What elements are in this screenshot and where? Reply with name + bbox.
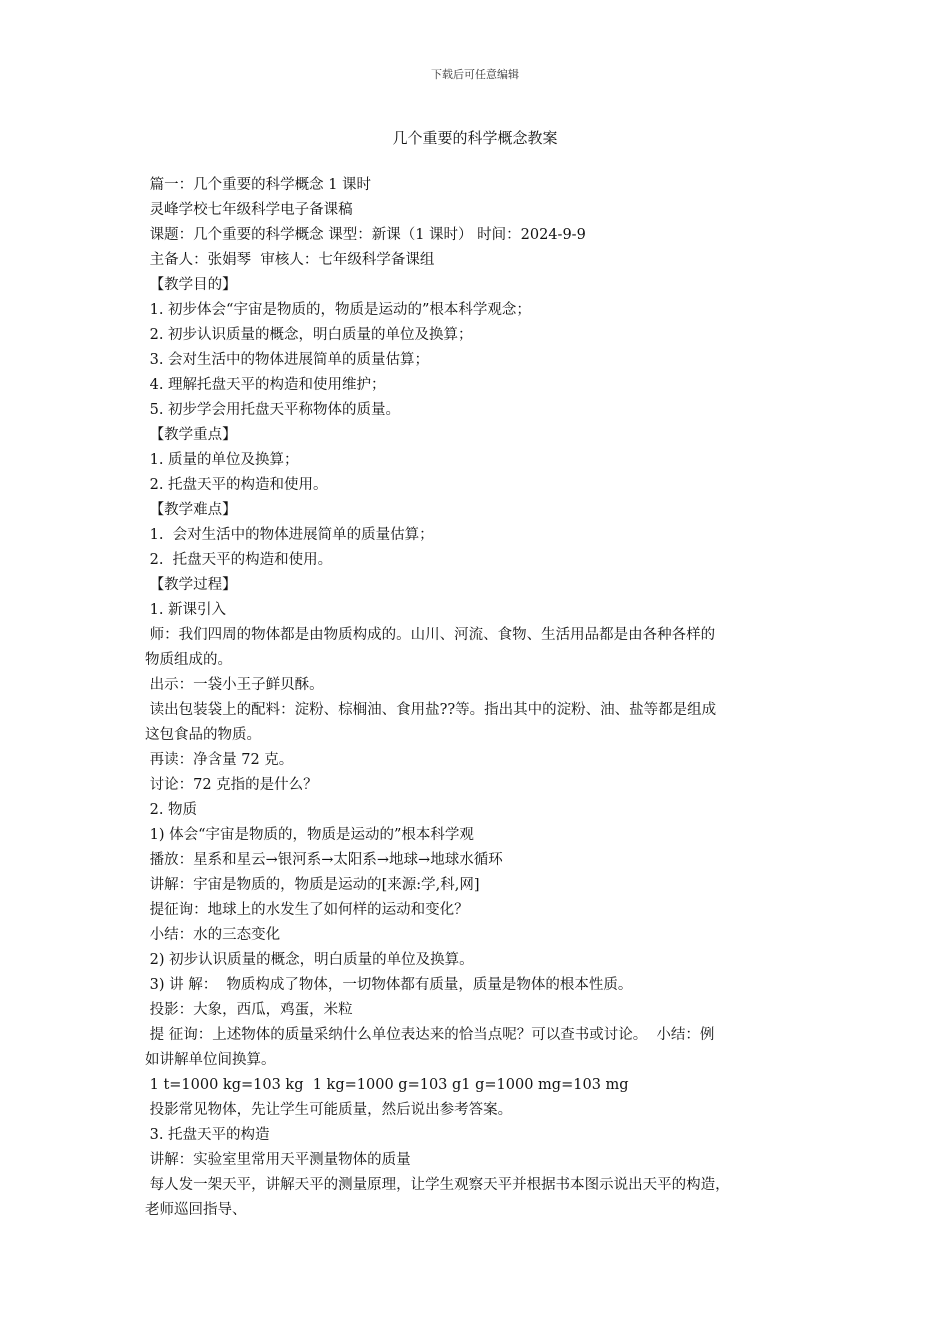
body-line: 播放：星系和星云→银河系→太阳系→地球→地球水循环 (145, 852, 503, 868)
section-heading: 【教学目的】 (145, 277, 237, 293)
body-line: 2. 托盘天平的构造和使用。 (145, 552, 333, 568)
section-heading: 【教学重点】 (145, 427, 237, 443)
body-line: 师：我们四周的物体都是由物质构成的。山川、河流、食物、生活用品都是由各种各样的 (145, 627, 716, 643)
body-line: 1. 会对生活中的物体进展简单的质量估算； (145, 527, 434, 543)
body-line: 1. 新课引入 (145, 602, 227, 618)
body-line: 提征询：地球上的水发生了如何样的运动和变化？ (145, 902, 469, 918)
body-line: 讨论：72 克指的是什么？ (145, 777, 318, 793)
body-line: 课题：几个重要的科学概念 课型：新课（1 课时） 时间：2024-9-9 (145, 227, 586, 243)
body-line: 投影常见物体，先让学生可能质量，然后说出参考答案。 (145, 1102, 513, 1118)
body-line: 灵峰学校七年级科学电子备课稿 (145, 202, 353, 218)
body-line: 物质组成的。 (145, 652, 232, 668)
body-line: 投影：大象，西瓜，鸡蛋，米粒 (145, 1002, 353, 1018)
body-line: 讲解：实验室里常用天平测量物体的质量 (145, 1152, 411, 1168)
body-line: 1. 初步体会“宇宙是物质的，物质是运动的”根本科学观念； (145, 302, 531, 318)
body-line: 小结：水的三态变化 (145, 927, 281, 943)
body-line: 4. 理解托盘天平的构造和使用维护； (145, 377, 386, 393)
body-line: 出示：一袋小王子鲜贝酥。 (145, 677, 324, 693)
body-line: 如讲解单位间换算。 (145, 1052, 276, 1068)
body-line: 5. 初步学会用托盘天平称物体的质量。 (145, 402, 401, 418)
header-note: 下载后可任意编辑 (431, 68, 519, 81)
document-body (145, 173, 815, 1223)
section-heading: 【教学过程】 (145, 577, 237, 593)
body-line: 1 t=1000 kg=103 kg 1 kg=1000 g=103 g1 g=1000 mg=103 mg (145, 1077, 629, 1093)
body-line: 读出包装袋上的配料：淀粉、棕榈油、食用盐??等。指出其中的淀粉、油、盐等都是组成 (145, 702, 717, 718)
body-line: 再读：净含量 72 克。 (145, 752, 294, 768)
body-line: 3. 托盘天平的构造 (145, 1127, 270, 1143)
body-line: 2. 物质 (145, 802, 198, 818)
section-heading: 【教学难点】 (145, 502, 237, 518)
body-line: 2) 初步认识质量的概念，明白质量的单位及换算。 (145, 952, 474, 968)
body-line: 3) 讲 解： 物质构成了物体，一切物体都有质量，质量是物体的根本性质。 (145, 977, 633, 993)
document-title: 几个重要的科学概念教案 (392, 129, 558, 147)
body-line: 1) 体会“宇宙是物质的，物质是运动的”根本科学观 (145, 827, 474, 843)
body-line: 2. 初步认识质量的概念，明白质量的单位及换算； (145, 327, 473, 343)
body-line: 提 征询：上述物体的质量采纳什么单位表达来的恰当点呢？可以查书或讨论。 小结：例 (145, 1027, 715, 1043)
body-line: 篇一：几个重要的科学概念 1 课时 (145, 177, 372, 193)
body-line: 讲解：宇宙是物质的，物质是运动的[来源:学,科,网] (145, 877, 480, 893)
body-line: 1. 质量的单位及换算； (145, 452, 299, 468)
body-line: 每人发一架天平，讲解天平的测量原理，让学生观察天平并根据书本图示说出天平的构造， (145, 1177, 730, 1193)
body-line: 这包食品的物质。 (145, 727, 261, 743)
body-line: 老师巡回指导、 (145, 1202, 247, 1218)
body-line: 2. 托盘天平的构造和使用。 (145, 477, 328, 493)
body-line: 3. 会对生活中的物体进展简单的质量估算； (145, 352, 430, 368)
body-line: 主备人：张娟琴 审核人：七年级科学备课组 (145, 252, 435, 268)
